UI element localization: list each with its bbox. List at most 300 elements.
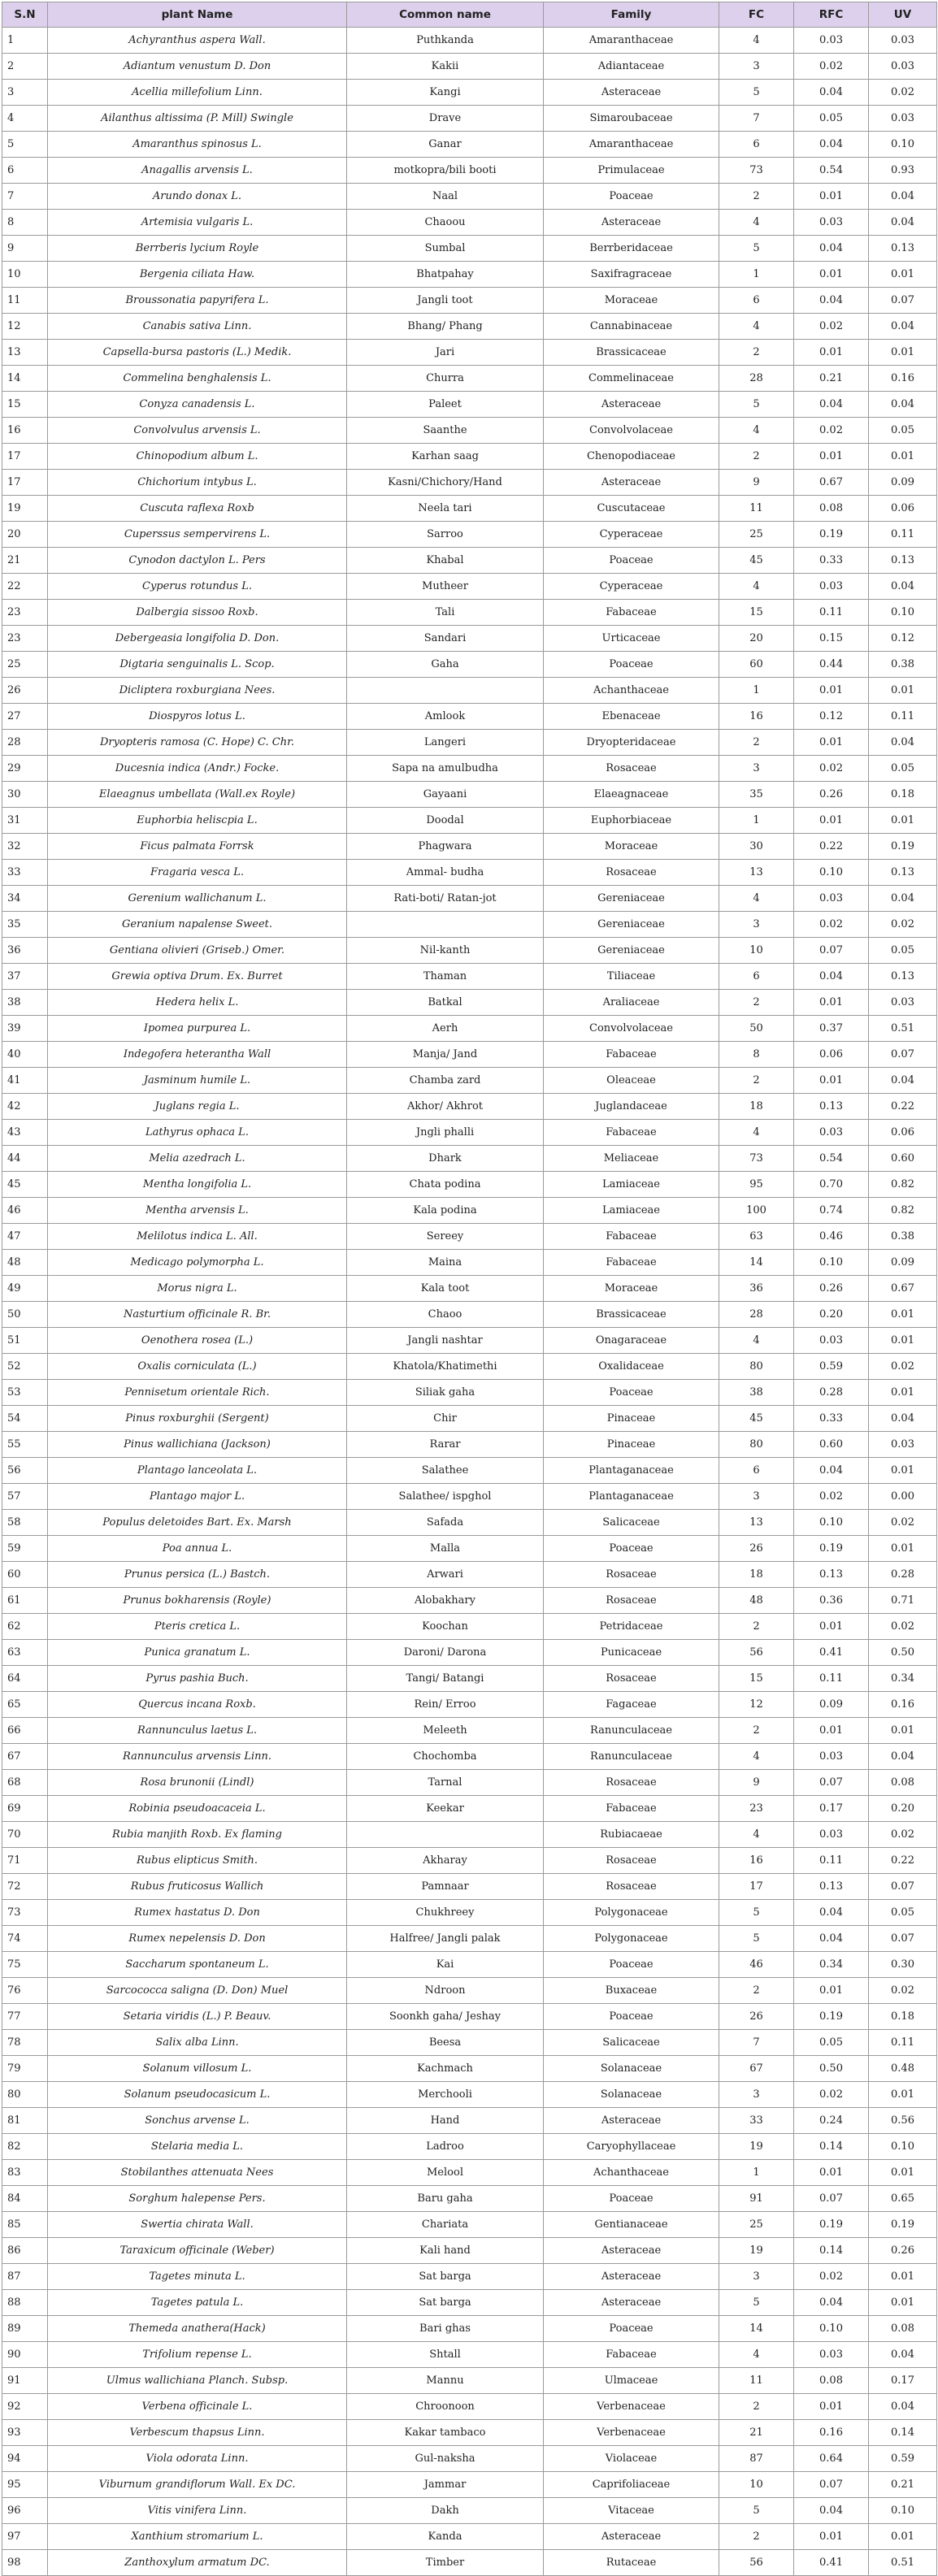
cell-family: Amaranthaceae bbox=[544, 28, 719, 54]
cell-family: Punicaceae bbox=[544, 1640, 719, 1666]
cell-rfc: 0.11 bbox=[794, 1848, 869, 1874]
cell-sn: 54 bbox=[2, 1406, 48, 1432]
table-row bbox=[2, 1328, 937, 1354]
cell-plant-name: Bergenia ciliata Haw. bbox=[48, 262, 347, 288]
cell-rfc: 0.01 bbox=[794, 808, 869, 834]
cell-sn: 58 bbox=[2, 1510, 48, 1536]
cell-common-name: Naal bbox=[347, 184, 544, 210]
cell-sn: 38 bbox=[2, 990, 48, 1016]
table-row bbox=[2, 1172, 937, 1198]
cell-family: Gentianaceae bbox=[544, 2212, 719, 2238]
cell-common-name: Rein/ Erroo bbox=[347, 1692, 544, 1718]
cell-rfc: 0.02 bbox=[794, 54, 869, 80]
table-row bbox=[2, 730, 937, 756]
cell-uv: 0.59 bbox=[869, 2446, 937, 2472]
cell-uv: 0.03 bbox=[869, 28, 937, 54]
cell-rfc: 0.74 bbox=[794, 1198, 869, 1224]
cell-uv: 0.04 bbox=[869, 2342, 937, 2368]
cell-plant-name: Vitis vinifera Linn. bbox=[48, 2498, 347, 2524]
table-row bbox=[2, 1198, 937, 1224]
table-row bbox=[2, 236, 937, 262]
cell-sn: 19 bbox=[2, 496, 48, 522]
cell-family: Vitaceae bbox=[544, 2498, 719, 2524]
table-row bbox=[2, 2030, 937, 2056]
cell-family: Saxifragraceae bbox=[544, 262, 719, 288]
cell-plant-name: Convolvulus arvensis L. bbox=[48, 418, 347, 444]
cell-uv: 0.20 bbox=[869, 1796, 937, 1822]
cell-sn: 77 bbox=[2, 2004, 48, 2030]
cell-uv: 0.04 bbox=[869, 886, 937, 912]
cell-plant-name: Fragaria vesca L. bbox=[48, 860, 347, 886]
header-fc: FC bbox=[719, 2, 794, 28]
cell-family: Araliaceae bbox=[544, 990, 719, 1016]
cell-uv: 0.09 bbox=[869, 1250, 937, 1276]
table-row bbox=[2, 2108, 937, 2134]
cell-plant-name: Oxalis corniculata (L.) bbox=[48, 1354, 347, 1380]
cell-rfc: 0.04 bbox=[794, 2290, 869, 2316]
cell-fc: 67 bbox=[719, 2056, 794, 2082]
cell-common-name: Khatola/Khatimethi bbox=[347, 1354, 544, 1380]
cell-family: Polygonaceae bbox=[544, 1900, 719, 1926]
cell-common-name: Dakh bbox=[347, 2498, 544, 2524]
cell-uv: 0.34 bbox=[869, 1666, 937, 1692]
table-row bbox=[2, 496, 937, 522]
cell-sn: 98 bbox=[2, 2550, 48, 2576]
cell-family: Rosaceae bbox=[544, 1874, 719, 1900]
cell-family: Buxaceae bbox=[544, 1978, 719, 2004]
cell-common-name: Kachmach bbox=[347, 2056, 544, 2082]
cell-fc: 26 bbox=[719, 2004, 794, 2030]
cell-plant-name: Rannunculus arvensis Linn. bbox=[48, 1744, 347, 1770]
cell-plant-name: Dryopteris ramosa (C. Hope) C. Chr. bbox=[48, 730, 347, 756]
cell-uv: 0.05 bbox=[869, 1900, 937, 1926]
cell-family: Fabaceae bbox=[544, 2342, 719, 2368]
cell-sn: 66 bbox=[2, 1718, 48, 1744]
cell-family: Adiantaceae bbox=[544, 54, 719, 80]
table-row bbox=[2, 1432, 937, 1458]
cell-plant-name: Cynodon dactylon L. Pers bbox=[48, 548, 347, 574]
cell-fc: 48 bbox=[719, 1588, 794, 1614]
cell-uv: 0.03 bbox=[869, 54, 937, 80]
cell-common-name: Doodal bbox=[347, 808, 544, 834]
cell-plant-name: Hedera helix L. bbox=[48, 990, 347, 1016]
cell-rfc: 0.02 bbox=[794, 912, 869, 938]
cell-uv: 0.04 bbox=[869, 574, 937, 600]
cell-uv: 0.10 bbox=[869, 600, 937, 626]
cell-fc: 80 bbox=[719, 1354, 794, 1380]
cell-rfc: 0.34 bbox=[794, 1952, 869, 1978]
cell-sn: 40 bbox=[2, 1042, 48, 1068]
cell-sn: 30 bbox=[2, 782, 48, 808]
cell-sn: 67 bbox=[2, 1744, 48, 1770]
cell-rfc: 0.05 bbox=[794, 2030, 869, 2056]
cell-plant-name: Tagetes minuta L. bbox=[48, 2264, 347, 2290]
cell-common-name: Chata podina bbox=[347, 1172, 544, 1198]
cell-family: Rosaceae bbox=[544, 756, 719, 782]
cell-sn: 22 bbox=[2, 574, 48, 600]
cell-fc: 2 bbox=[719, 990, 794, 1016]
header-rfc: RFC bbox=[794, 2, 869, 28]
cell-uv: 0.21 bbox=[869, 2472, 937, 2498]
cell-fc: 30 bbox=[719, 834, 794, 860]
cell-plant-name: Rubia manjith Roxb. Ex flaming bbox=[48, 1822, 347, 1848]
cell-family: Asteraceae bbox=[544, 392, 719, 418]
cell-sn: 44 bbox=[2, 1146, 48, 1172]
cell-sn: 57 bbox=[2, 1484, 48, 1510]
cell-sn: 76 bbox=[2, 1978, 48, 2004]
cell-uv: 0.19 bbox=[869, 2212, 937, 2238]
cell-plant-name: Pyrus pashia Buch. bbox=[48, 1666, 347, 1692]
cell-uv: 0.05 bbox=[869, 938, 937, 964]
cell-family: Poaceae bbox=[544, 2316, 719, 2342]
cell-rfc: 0.16 bbox=[794, 2420, 869, 2446]
cell-family: Rubiacaeae bbox=[544, 1822, 719, 1848]
table-row bbox=[2, 1926, 937, 1952]
cell-sn: 81 bbox=[2, 2108, 48, 2134]
cell-family: Poaceae bbox=[544, 1952, 719, 1978]
cell-sn: 11 bbox=[2, 288, 48, 314]
cell-plant-name: Medicago polymorpha L. bbox=[48, 1250, 347, 1276]
cell-rfc: 0.21 bbox=[794, 366, 869, 392]
cell-plant-name: Euphorbia heliscpia L. bbox=[48, 808, 347, 834]
cell-uv: 0.01 bbox=[869, 262, 937, 288]
cell-uv: 0.01 bbox=[869, 678, 937, 704]
cell-plant-name: Dalbergia sissoo Roxb. bbox=[48, 600, 347, 626]
cell-sn: 85 bbox=[2, 2212, 48, 2238]
cell-rfc: 0.10 bbox=[794, 1510, 869, 1536]
cell-plant-name: Nasturtium officinale R. Br. bbox=[48, 1302, 347, 1328]
cell-plant-name: Populus deletoides Bart. Ex. Marsh bbox=[48, 1510, 347, 1536]
cell-sn: 96 bbox=[2, 2498, 48, 2524]
cell-rfc: 0.02 bbox=[794, 418, 869, 444]
cell-uv: 0.01 bbox=[869, 1718, 937, 1744]
cell-fc: 10 bbox=[719, 2472, 794, 2498]
cell-sn: 46 bbox=[2, 1198, 48, 1224]
cell-fc: 2 bbox=[719, 444, 794, 470]
cell-common-name: Chariata bbox=[347, 2212, 544, 2238]
cell-sn: 16 bbox=[2, 418, 48, 444]
table-row bbox=[2, 28, 937, 54]
table-row bbox=[2, 2160, 937, 2186]
cell-family: Cannabinaceae bbox=[544, 314, 719, 340]
cell-uv: 0.01 bbox=[869, 1536, 937, 1562]
cell-uv: 0.56 bbox=[869, 2108, 937, 2134]
cell-rfc: 0.59 bbox=[794, 1354, 869, 1380]
cell-plant-name: Stelaria media L. bbox=[48, 2134, 347, 2160]
cell-family: Plantaganaceae bbox=[544, 1484, 719, 1510]
cell-uv: 0.13 bbox=[869, 964, 937, 990]
cell-family: Polygonaceae bbox=[544, 1926, 719, 1952]
cell-common-name: Malla bbox=[347, 1536, 544, 1562]
cell-rfc: 0.07 bbox=[794, 1770, 869, 1796]
cell-rfc: 0.22 bbox=[794, 834, 869, 860]
table-row bbox=[2, 340, 937, 366]
cell-uv: 0.01 bbox=[869, 1458, 937, 1484]
cell-fc: 3 bbox=[719, 2082, 794, 2108]
cell-plant-name: Rannunculus laetus L. bbox=[48, 1718, 347, 1744]
cell-sn: 72 bbox=[2, 1874, 48, 1900]
cell-rfc: 0.07 bbox=[794, 938, 869, 964]
cell-fc: 56 bbox=[719, 2550, 794, 2576]
cell-rfc: 0.03 bbox=[794, 1822, 869, 1848]
table-row bbox=[2, 1250, 937, 1276]
cell-fc: 5 bbox=[719, 2290, 794, 2316]
cell-family: Poaceae bbox=[544, 2186, 719, 2212]
cell-plant-name: Mentha arvensis L. bbox=[48, 1198, 347, 1224]
cell-rfc: 0.04 bbox=[794, 964, 869, 990]
cell-family: Rosaceae bbox=[544, 1588, 719, 1614]
table-row bbox=[2, 548, 937, 574]
cell-common-name: Saanthe bbox=[347, 418, 544, 444]
cell-sn: 29 bbox=[2, 756, 48, 782]
cell-rfc: 0.36 bbox=[794, 1588, 869, 1614]
cell-sn: 74 bbox=[2, 1926, 48, 1952]
table-row bbox=[2, 2316, 937, 2342]
cell-fc: 73 bbox=[719, 158, 794, 184]
cell-plant-name: Conyza canadensis L. bbox=[48, 392, 347, 418]
table-row bbox=[2, 600, 937, 626]
table-row bbox=[2, 1796, 937, 1822]
cell-common-name: Khabal bbox=[347, 548, 544, 574]
cell-common-name: Sapa na amulbudha bbox=[347, 756, 544, 782]
cell-fc: 5 bbox=[719, 2498, 794, 2524]
cell-plant-name: Adiantum venustum D. Don bbox=[48, 54, 347, 80]
cell-rfc: 0.01 bbox=[794, 2160, 869, 2186]
cell-common-name: Mutheer bbox=[347, 574, 544, 600]
cell-plant-name: Themeda anathera(Hack) bbox=[48, 2316, 347, 2342]
cell-sn: 68 bbox=[2, 1770, 48, 1796]
cell-family: Fabaceae bbox=[544, 1796, 719, 1822]
cell-family: Fagaceae bbox=[544, 1692, 719, 1718]
cell-family: Asteraceae bbox=[544, 2264, 719, 2290]
cell-common-name: Jammar bbox=[347, 2472, 544, 2498]
cell-uv: 0.67 bbox=[869, 1276, 937, 1302]
cell-plant-name: Gerenium wallichanum L. bbox=[48, 886, 347, 912]
cell-sn: 45 bbox=[2, 1172, 48, 1198]
cell-rfc: 0.19 bbox=[794, 1536, 869, 1562]
cell-sn: 90 bbox=[2, 2342, 48, 2368]
table-row bbox=[2, 2238, 937, 2264]
cell-sn: 47 bbox=[2, 1224, 48, 1250]
cell-sn: 71 bbox=[2, 1848, 48, 1874]
cell-uv: 0.02 bbox=[869, 1354, 937, 1380]
cell-fc: 18 bbox=[719, 1562, 794, 1588]
cell-family: Asteraceae bbox=[544, 470, 719, 496]
cell-rfc: 0.67 bbox=[794, 470, 869, 496]
cell-uv: 0.01 bbox=[869, 1302, 937, 1328]
cell-uv: 0.07 bbox=[869, 288, 937, 314]
cell-fc: 4 bbox=[719, 314, 794, 340]
cell-uv: 0.03 bbox=[869, 106, 937, 132]
cell-common-name: Arwari bbox=[347, 1562, 544, 1588]
cell-uv: 0.01 bbox=[869, 2160, 937, 2186]
cell-fc: 8 bbox=[719, 1042, 794, 1068]
cell-common-name: Ganar bbox=[347, 132, 544, 158]
cell-common-name: Hand bbox=[347, 2108, 544, 2134]
cell-plant-name: Viburnum grandiflorum Wall. Ex DC. bbox=[48, 2472, 347, 2498]
cell-plant-name: Chichorium intybus L. bbox=[48, 470, 347, 496]
cell-plant-name: Juglans regia L. bbox=[48, 1094, 347, 1120]
cell-fc: 4 bbox=[719, 418, 794, 444]
cell-sn: 28 bbox=[2, 730, 48, 756]
cell-plant-name: Pennisetum orientale Rich. bbox=[48, 1380, 347, 1406]
cell-rfc: 0.50 bbox=[794, 2056, 869, 2082]
cell-sn: 59 bbox=[2, 1536, 48, 1562]
cell-fc: 10 bbox=[719, 938, 794, 964]
cell-fc: 4 bbox=[719, 1822, 794, 1848]
cell-common-name: Chukhreey bbox=[347, 1900, 544, 1926]
cell-sn: 51 bbox=[2, 1328, 48, 1354]
cell-uv: 0.28 bbox=[869, 1562, 937, 1588]
cell-uv: 0.06 bbox=[869, 1120, 937, 1146]
cell-plant-name: Pteris cretica L. bbox=[48, 1614, 347, 1640]
cell-fc: 4 bbox=[719, 1120, 794, 1146]
table-row bbox=[2, 704, 937, 730]
cell-uv: 0.01 bbox=[869, 2290, 937, 2316]
cell-plant-name: Artemisia vulgaris L. bbox=[48, 210, 347, 236]
header-row bbox=[2, 2, 937, 28]
cell-fc: 19 bbox=[719, 2238, 794, 2264]
cell-uv: 0.04 bbox=[869, 730, 937, 756]
table-row bbox=[2, 2368, 937, 2394]
cell-family: Solanaceae bbox=[544, 2082, 719, 2108]
cell-rfc: 0.20 bbox=[794, 1302, 869, 1328]
cell-fc: 15 bbox=[719, 600, 794, 626]
cell-rfc: 0.01 bbox=[794, 1978, 869, 2004]
cell-plant-name: Melia azedrach L. bbox=[48, 1146, 347, 1172]
cell-family: Urticaceae bbox=[544, 626, 719, 652]
cell-common-name: Kala podina bbox=[347, 1198, 544, 1224]
table-row bbox=[2, 886, 937, 912]
cell-common-name: Phagwara bbox=[347, 834, 544, 860]
cell-family: Salicaceae bbox=[544, 2030, 719, 2056]
cell-uv: 0.04 bbox=[869, 184, 937, 210]
cell-plant-name: Robinia pseudoacaceia L. bbox=[48, 1796, 347, 1822]
cell-plant-name: Cyperus rotundus L. bbox=[48, 574, 347, 600]
cell-fc: 45 bbox=[719, 1406, 794, 1432]
cell-uv: 0.00 bbox=[869, 1484, 937, 1510]
cell-rfc: 0.14 bbox=[794, 2134, 869, 2160]
cell-fc: 9 bbox=[719, 1770, 794, 1796]
cell-common-name: Alobakhary bbox=[347, 1588, 544, 1614]
cell-rfc: 0.01 bbox=[794, 262, 869, 288]
cell-common-name: Chir bbox=[347, 1406, 544, 1432]
cell-family: Poaceae bbox=[544, 548, 719, 574]
table-row bbox=[2, 678, 937, 704]
cell-common-name: Neela tari bbox=[347, 496, 544, 522]
cell-plant-name: Trifolium repense L. bbox=[48, 2342, 347, 2368]
cell-fc: 16 bbox=[719, 704, 794, 730]
cell-rfc: 0.01 bbox=[794, 990, 869, 1016]
cell-sn: 73 bbox=[2, 1900, 48, 1926]
cell-fc: 25 bbox=[719, 522, 794, 548]
cell-common-name: Shtall bbox=[347, 2342, 544, 2368]
cell-fc: 2 bbox=[719, 340, 794, 366]
cell-fc: 1 bbox=[719, 808, 794, 834]
cell-rfc: 0.02 bbox=[794, 2082, 869, 2108]
cell-sn: 41 bbox=[2, 1068, 48, 1094]
cell-common-name: Nil-kanth bbox=[347, 938, 544, 964]
cell-fc: 4 bbox=[719, 28, 794, 54]
cell-rfc: 0.01 bbox=[794, 340, 869, 366]
cell-fc: 11 bbox=[719, 2368, 794, 2394]
cell-fc: 5 bbox=[719, 1900, 794, 1926]
cell-fc: 12 bbox=[719, 1692, 794, 1718]
cell-uv: 0.38 bbox=[869, 1224, 937, 1250]
cell-family: Moraceae bbox=[544, 1276, 719, 1302]
cell-family: Moraceae bbox=[544, 288, 719, 314]
cell-fc: 15 bbox=[719, 1666, 794, 1692]
cell-rfc: 0.41 bbox=[794, 2550, 869, 2576]
cell-rfc: 0.07 bbox=[794, 2186, 869, 2212]
cell-sn: 34 bbox=[2, 886, 48, 912]
table-row bbox=[2, 1536, 937, 1562]
cell-common-name: Churra bbox=[347, 366, 544, 392]
cell-sn: 83 bbox=[2, 2160, 48, 2186]
cell-fc: 2 bbox=[719, 2524, 794, 2550]
cell-family: Fabaceae bbox=[544, 600, 719, 626]
cell-plant-name: Zanthoxylum armatum DC. bbox=[48, 2550, 347, 2576]
cell-plant-name: Lathyrus ophaca L. bbox=[48, 1120, 347, 1146]
cell-family: Poaceae bbox=[544, 1536, 719, 1562]
table-row bbox=[2, 522, 937, 548]
cell-uv: 0.22 bbox=[869, 1094, 937, 1120]
cell-fc: 2 bbox=[719, 730, 794, 756]
cell-rfc: 0.01 bbox=[794, 2394, 869, 2420]
cell-sn: 97 bbox=[2, 2524, 48, 2550]
cell-common-name: Kai bbox=[347, 1952, 544, 1978]
cell-fc: 80 bbox=[719, 1432, 794, 1458]
cell-family: Brassicaceae bbox=[544, 340, 719, 366]
cell-uv: 0.01 bbox=[869, 444, 937, 470]
cell-sn: 25 bbox=[2, 652, 48, 678]
cell-uv: 0.14 bbox=[869, 2420, 937, 2446]
cell-family: Rutaceae bbox=[544, 2550, 719, 2576]
cell-plant-name: Tagetes patula L. bbox=[48, 2290, 347, 2316]
cell-common-name: Jngli phalli bbox=[347, 1120, 544, 1146]
cell-common-name: Aerh bbox=[347, 1016, 544, 1042]
cell-common-name: Soonkh gaha/ Jeshay bbox=[347, 2004, 544, 2030]
cell-family: Rosaceae bbox=[544, 1848, 719, 1874]
table-row bbox=[2, 2524, 937, 2550]
cell-family: Achanthaceae bbox=[544, 2160, 719, 2186]
header-family: Family bbox=[544, 2, 719, 28]
cell-family: Ebenaceae bbox=[544, 704, 719, 730]
cell-uv: 0.03 bbox=[869, 990, 937, 1016]
cell-uv: 0.05 bbox=[869, 418, 937, 444]
cell-fc: 3 bbox=[719, 756, 794, 782]
cell-common-name: Kakii bbox=[347, 54, 544, 80]
cell-common-name: Gaha bbox=[347, 652, 544, 678]
cell-fc: 26 bbox=[719, 1536, 794, 1562]
cell-uv: 0.02 bbox=[869, 1510, 937, 1536]
cell-rfc: 0.44 bbox=[794, 652, 869, 678]
cell-uv: 0.13 bbox=[869, 236, 937, 262]
cell-sn: 32 bbox=[2, 834, 48, 860]
cell-rfc: 0.04 bbox=[794, 1458, 869, 1484]
cell-sn: 48 bbox=[2, 1250, 48, 1276]
cell-plant-name: Gentiana olivieri (Griseb.) Omer. bbox=[48, 938, 347, 964]
cell-uv: 0.04 bbox=[869, 392, 937, 418]
cell-plant-name: Rosa brunonii (Lindl) bbox=[48, 1770, 347, 1796]
cell-family: Commelinaceae bbox=[544, 366, 719, 392]
table-row bbox=[2, 1770, 937, 1796]
cell-uv: 0.13 bbox=[869, 548, 937, 574]
cell-rfc: 0.11 bbox=[794, 600, 869, 626]
cell-common-name: Sereey bbox=[347, 1224, 544, 1250]
cell-sn: 39 bbox=[2, 1016, 48, 1042]
cell-rfc: 0.03 bbox=[794, 1120, 869, 1146]
